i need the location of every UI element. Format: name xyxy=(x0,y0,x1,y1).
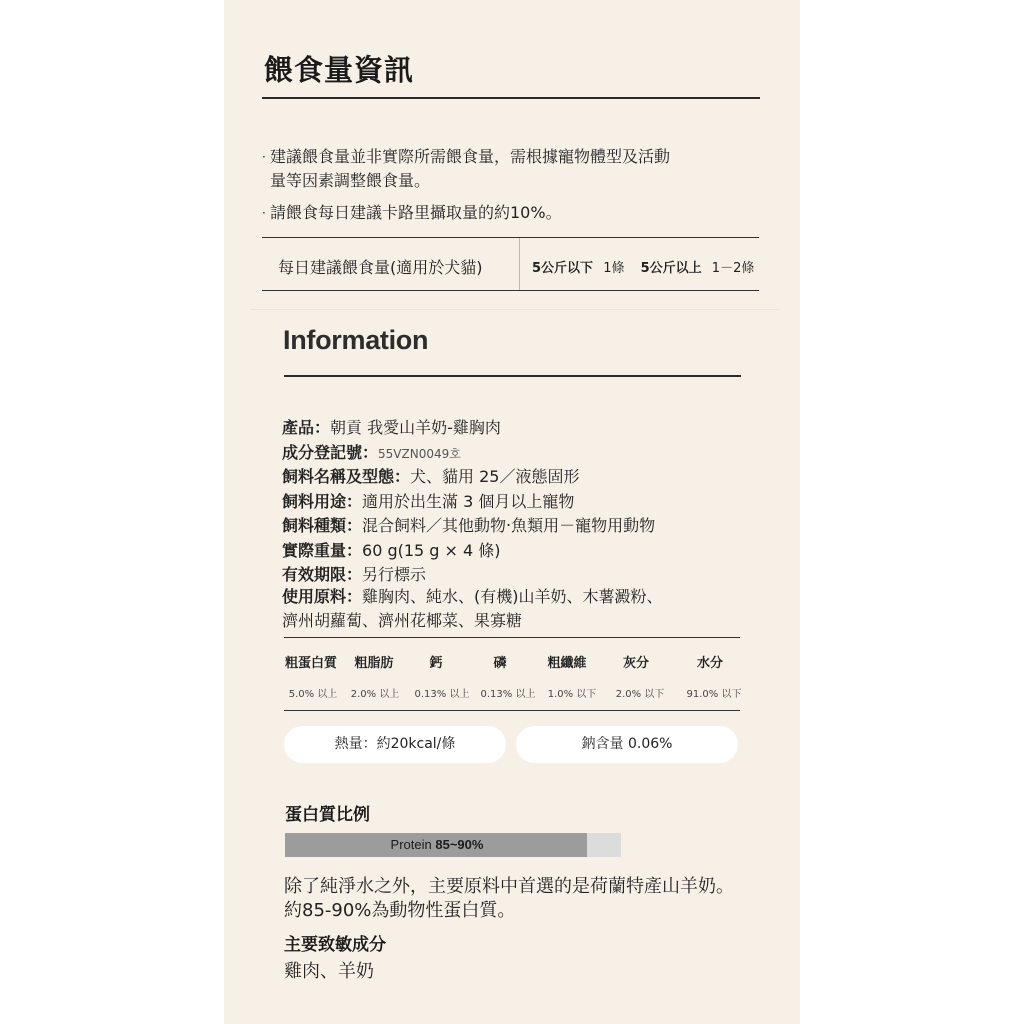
under-5kg-value: 1條 xyxy=(603,261,625,276)
nutrition-value: 5.0% 以上 xyxy=(288,689,338,700)
bullet-icon: · xyxy=(262,206,266,220)
nutrition-table xyxy=(284,637,740,711)
spec-product-value: 朝貢 我愛山羊奶-雞胸肉 xyxy=(330,418,501,437)
feeding-amount-values xyxy=(532,257,754,276)
spec-registration-label: 成分登記號： xyxy=(282,443,379,462)
spec-type-label: 飼料名稱及型態： xyxy=(282,467,411,486)
title-underline xyxy=(262,97,760,99)
spec-ingredients-label: 使用原料： xyxy=(282,587,363,606)
protein-label-value: 85~90% xyxy=(435,837,484,852)
feeding-note-1-line-1: 建議餵食量並非實際所需餵食量，需根據寵物體型及活動 xyxy=(270,147,671,166)
protein-label-prefix: Protein xyxy=(390,837,436,852)
info-title-underline xyxy=(284,375,741,377)
protein-ratio-label xyxy=(285,837,589,852)
spec-use-value: 適用於出生滿 3 個月以上寵物 xyxy=(362,492,575,511)
protein-description-line-2: 約85-90%為動物性蛋白質。 xyxy=(284,900,516,921)
spec-weight-value: 60 g(15 g × 4 條) xyxy=(362,541,501,560)
spec-type-value: 犬、貓用 25／液態固形 xyxy=(410,467,580,486)
nutrition-header: 水分 xyxy=(696,656,723,671)
feeding-note-1-cont xyxy=(270,169,430,193)
spec-ingredients xyxy=(282,584,663,607)
feeding-amount-table xyxy=(262,237,759,291)
nutrition-header: 鈣 xyxy=(429,656,443,671)
spec-ingredients-cont xyxy=(282,608,522,631)
over-5kg-value: 1－2條 xyxy=(711,261,755,276)
nutrition-value: 1.0% 以下 xyxy=(547,689,597,700)
spec-expiry-value: 另行標示 xyxy=(362,565,427,584)
feeding-section-title: 餵食量資訊 xyxy=(264,53,415,87)
spec-use xyxy=(282,489,574,512)
feeding-note-2 xyxy=(262,201,562,225)
spec-expiry xyxy=(282,562,426,585)
allergen-value: 雞肉、羊奶 xyxy=(284,961,374,982)
over-5kg-label: 5公斤以上 xyxy=(640,261,702,276)
spec-expiry-label: 有效期限： xyxy=(282,565,363,584)
spec-product-label: 產品： xyxy=(282,418,331,437)
feeding-note-1 xyxy=(262,145,671,169)
spec-ingredients-value-1: 雞胸肉、純水、(有機)山羊奶、木薯澱粉、 xyxy=(362,587,663,606)
protein-ratio-heading: 蛋白質比例 xyxy=(285,805,370,825)
spec-weight xyxy=(282,538,501,561)
nutrition-header: 粗纖維 xyxy=(547,656,587,671)
nutrition-value: 0.13% 以上 xyxy=(414,689,470,700)
nutrition-header: 磷 xyxy=(493,656,507,671)
nutrition-header: 粗蛋白質 xyxy=(284,656,337,671)
feeding-amount-label: 每日建議餵食量(適用於犬貓) xyxy=(278,258,483,277)
spec-kind-value: 混合飼料／其他動物‧魚類用－寵物用動物 xyxy=(362,516,656,535)
spec-registration xyxy=(282,440,461,463)
nutrition-value: 91.0% 以下 xyxy=(686,689,742,700)
spec-kind-label: 飼料種類： xyxy=(282,516,363,535)
nutrition-value: 2.0% 以上 xyxy=(350,689,400,700)
sodium-pill: 鈉含量 0.06% xyxy=(516,726,738,763)
info-section-title: Information xyxy=(283,325,429,355)
section-separator xyxy=(250,309,780,310)
nutrition-value: 2.0% 以下 xyxy=(615,689,665,700)
spec-weight-label: 實際重量： xyxy=(282,541,363,560)
bullet-icon: · xyxy=(262,150,266,164)
under-5kg-label: 5公斤以下 xyxy=(532,261,594,276)
spec-ingredients-value-2: 濟州胡蘿蔔、濟州花椰菜、果寡糖 xyxy=(282,611,523,630)
allergen-heading: 主要致敏成分 xyxy=(284,935,386,955)
calories-pill: 熱量：約20kcal/條 xyxy=(284,726,506,763)
feeding-note-1-line-2: 量等因素調整餵食量。 xyxy=(270,171,431,190)
spec-use-label: 飼料用途： xyxy=(282,492,363,511)
protein-description-line-1: 除了純淨水之外，主要原料中首選的是荷蘭特產山羊奶。 xyxy=(284,876,734,897)
nutrition-value: 0.13% 以上 xyxy=(480,689,536,700)
nutrition-header: 灰分 xyxy=(622,656,649,671)
feeding-note-2-text: 請餵食每日建議卡路里攝取量的約10%。 xyxy=(270,203,562,222)
spec-type xyxy=(282,464,579,487)
protein-ratio-bar xyxy=(285,833,621,857)
spec-kind xyxy=(282,513,655,536)
nutrition-header: 粗脂肪 xyxy=(354,656,394,671)
spec-registration-value: 55VZN0049호 xyxy=(378,447,461,461)
spec-product xyxy=(282,415,501,438)
table-divider xyxy=(519,238,520,290)
